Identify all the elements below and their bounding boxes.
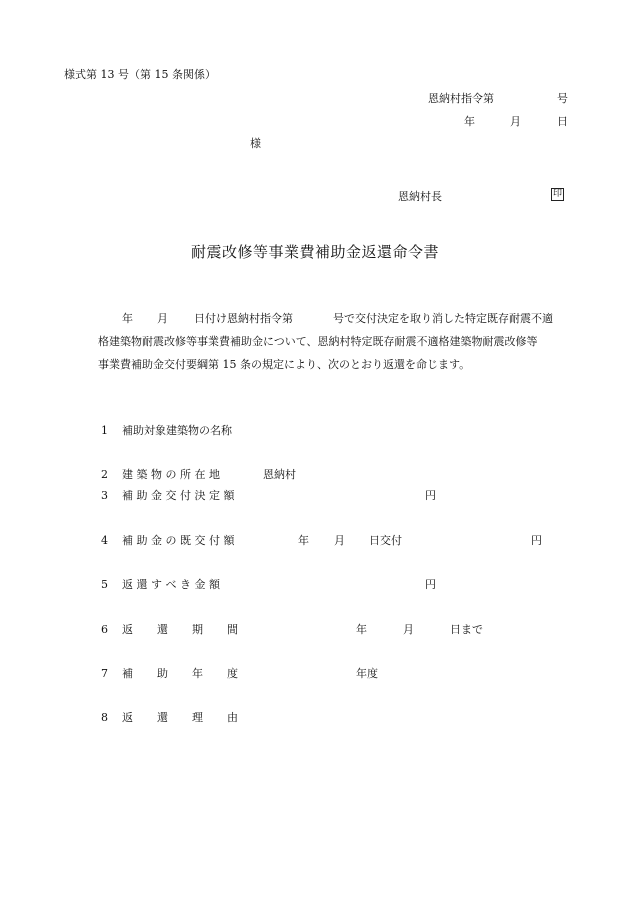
body-day-ref: 日付け恩納村指令第 <box>194 312 293 325</box>
item-4-month: 月 <box>334 534 345 547</box>
item-2-value: 恩納村 <box>263 468 296 481</box>
reference-number-suffix: 号 <box>557 92 568 105</box>
item-8-label-char-2: 還 <box>157 711 168 724</box>
item-1-label: 補助対象建築物の名称 <box>122 424 232 437</box>
item-6-label-char-4: 間 <box>227 623 238 636</box>
item-8-label-char-4: 由 <box>227 711 238 724</box>
body-rest: 号で交付決定を取り消した特定既存耐震不適 <box>333 312 553 325</box>
body-year: 年 <box>122 312 133 325</box>
item-7-fiscal-year: 年度 <box>356 667 378 680</box>
item-2-number: 2 <box>101 468 108 481</box>
item-6-month: 月 <box>403 623 414 636</box>
item-4-day: 日交付 <box>369 534 402 547</box>
item-8-label-char-3: 理 <box>192 711 203 724</box>
item-7-label-char-1: 補 <box>122 667 133 680</box>
issuer-name: 恩納村長 <box>398 190 442 203</box>
item-4-unit: 円 <box>531 534 542 547</box>
item-1-number: 1 <box>101 424 108 437</box>
item-6-label-char-1: 返 <box>122 623 133 636</box>
body-line-3: 事業費補助金交付要綱第 15 条の規定により、次のとおり返還を命じます。 <box>98 358 471 371</box>
body-month: 月 <box>157 312 168 325</box>
issue-date-day: 日 <box>557 115 568 128</box>
item-4-year: 年 <box>298 534 309 547</box>
item-5-unit: 円 <box>425 578 436 591</box>
item-8-label-char-1: 返 <box>122 711 133 724</box>
item-6-year: 年 <box>356 623 367 636</box>
item-7-label-char-4: 度 <box>227 667 238 680</box>
body-line-2: 格建築物耐震改修等事業費補助金について、恩納村特定既存耐震不適格建築物耐震改修等 <box>98 335 538 348</box>
item-7-label-char-2: 助 <box>157 667 168 680</box>
reference-number-prefix: 恩納村指令第 <box>428 92 494 105</box>
item-3-number: 3 <box>101 489 108 502</box>
item-5-label: 返 還 す べ き 金 額 <box>122 578 220 591</box>
seal-text: 印 <box>552 189 562 199</box>
item-7-label-char-3: 年 <box>192 667 203 680</box>
item-6-label-char-2: 還 <box>157 623 168 636</box>
item-7-number: 7 <box>101 667 108 680</box>
item-3-label: 補 助 金 交 付 決 定 額 <box>122 489 235 502</box>
form-number: 様式第 13 号（第 15 条関係） <box>64 68 216 81</box>
item-6-label-char-3: 期 <box>192 623 203 636</box>
item-5-number: 5 <box>101 578 108 591</box>
issue-date-month: 月 <box>510 115 521 128</box>
seal-mark <box>551 188 564 201</box>
addressee-suffix: 様 <box>250 137 261 150</box>
item-4-number: 4 <box>101 534 108 547</box>
item-8-number: 8 <box>101 711 108 724</box>
document-title: 耐震改修等事業費補助金返還命令書 <box>191 243 440 261</box>
item-4-label: 補 助 金 の 既 交 付 額 <box>122 534 235 547</box>
item-6-number: 6 <box>101 623 108 636</box>
item-6-day: 日まで <box>450 623 483 636</box>
item-3-unit: 円 <box>425 489 436 502</box>
issue-date-year: 年 <box>464 115 475 128</box>
item-2-label: 建 築 物 の 所 在 地 <box>122 468 220 481</box>
